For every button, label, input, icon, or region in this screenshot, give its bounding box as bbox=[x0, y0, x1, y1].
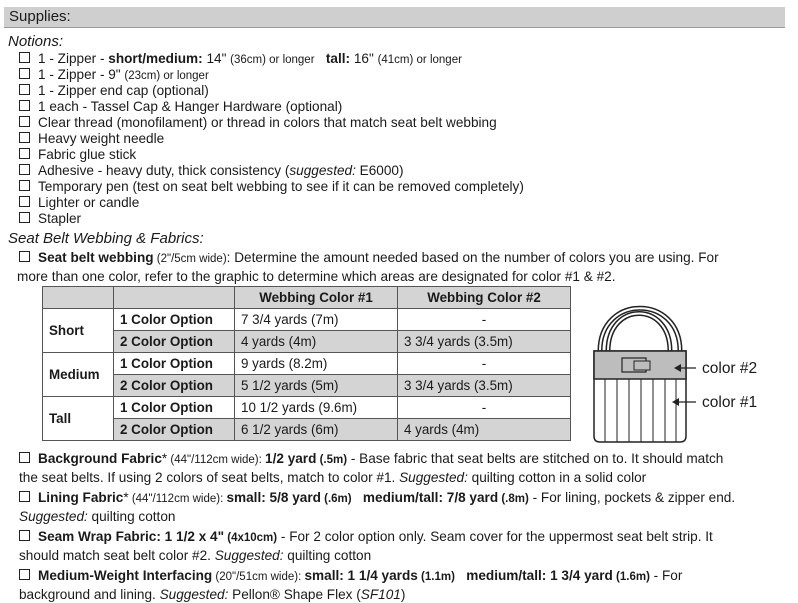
checkbox[interactable] bbox=[19, 164, 30, 175]
text-bold-small: (1.1m) bbox=[417, 571, 455, 583]
text: 16" bbox=[350, 51, 378, 66]
text-italic: Suggested: bbox=[19, 509, 88, 524]
text: Clear thread (monofilament) or thread in colors that match seat belt webbing bbox=[38, 115, 497, 130]
checkbox[interactable] bbox=[19, 212, 30, 223]
text-bold-small: (.6m) bbox=[320, 493, 352, 505]
table-row bbox=[43, 419, 571, 441]
text: * bbox=[161, 451, 168, 466]
value-cell: 10 1/2 yards (9.6m) bbox=[235, 397, 398, 419]
table-header: Webbing Color #2 bbox=[398, 287, 571, 309]
text: background and lining. bbox=[19, 587, 160, 602]
text-bold: 1/2 yard bbox=[265, 451, 317, 466]
checkbox[interactable] bbox=[19, 251, 30, 262]
notions-title: Notions: bbox=[8, 33, 64, 50]
webbing-intro bbox=[19, 249, 789, 285]
notion-item bbox=[19, 163, 404, 179]
text: 14" bbox=[202, 51, 231, 66]
text-bold: Medium-Weight Interfacing bbox=[38, 568, 213, 583]
value-cell: - bbox=[398, 309, 571, 331]
size-cell: Medium bbox=[43, 353, 114, 397]
text-italic: Suggested: bbox=[159, 587, 229, 602]
color2-label: color #2 bbox=[702, 360, 758, 377]
notion-item bbox=[19, 67, 209, 84]
text-small: (41cm) or longer bbox=[377, 54, 462, 66]
text-bold: : 1 1/2 x 4" bbox=[156, 529, 225, 544]
value-cell: 9 yards (8.2m) bbox=[235, 353, 398, 375]
text-bold: medium/tall: 7/8 yard bbox=[351, 490, 499, 505]
webbing-title: Seat Belt Webbing & Fabrics: bbox=[8, 230, 204, 247]
checkbox[interactable] bbox=[19, 52, 30, 63]
option-cell: 1 Color Option bbox=[114, 309, 235, 331]
text-italic: suggested: bbox=[289, 163, 356, 178]
value-cell: 5 1/2 yards (5m) bbox=[235, 375, 398, 397]
value-cell: 6 1/2 yards (6m) bbox=[235, 419, 398, 441]
text: : Determine the amount needed based on the number of colors you are using. For bbox=[226, 250, 719, 265]
text: quilting cotton in a solid color bbox=[467, 470, 647, 485]
text-bold: tall: bbox=[325, 51, 351, 66]
text-small: (2"/5cm wide) bbox=[153, 253, 227, 265]
text-bold-small: (.5m) bbox=[316, 454, 348, 466]
text: 1 - Zipper - 9" bbox=[38, 67, 125, 82]
spacer bbox=[315, 51, 326, 66]
table-header-row bbox=[43, 287, 571, 309]
checkbox[interactable] bbox=[19, 180, 30, 191]
text-small: (44"/112cm wide): bbox=[128, 493, 227, 505]
text: - For lining, pockets & zipper end. bbox=[528, 490, 736, 505]
option-cell: 1 Color Option bbox=[114, 353, 235, 375]
value-cell: 4 yards (4m) bbox=[398, 419, 571, 441]
bag-diagram bbox=[588, 296, 698, 446]
text: ) bbox=[400, 587, 406, 602]
value-cell: 3 3/4 yards (3.5m) bbox=[398, 331, 571, 353]
text: Fabric glue stick bbox=[38, 147, 137, 162]
checkbox[interactable] bbox=[19, 84, 30, 95]
notion-item bbox=[19, 99, 342, 115]
text-bold: small: 1 1/4 yards bbox=[304, 568, 418, 583]
notion-item bbox=[19, 131, 164, 147]
option-cell: 2 Color Option bbox=[114, 375, 235, 397]
checkbox[interactable] bbox=[19, 196, 30, 207]
text-small: (23cm) or longer bbox=[124, 70, 209, 82]
table-row bbox=[43, 331, 571, 353]
text-bold: short/medium: bbox=[108, 51, 203, 66]
webbing-table bbox=[42, 286, 571, 441]
notion-item bbox=[19, 83, 209, 99]
text: Adhesive - heavy duty, thick consistency ( bbox=[38, 163, 290, 178]
text: * bbox=[123, 490, 129, 505]
text: - For bbox=[649, 568, 683, 583]
text-bold-small: (1.6m) bbox=[612, 571, 650, 583]
option-cell: 2 Color Option bbox=[114, 419, 235, 441]
size-cell: Short bbox=[43, 309, 114, 353]
text-small: (20"/51cm wide): bbox=[212, 571, 305, 583]
value-cell: 4 yards (4m) bbox=[235, 331, 398, 353]
checkbox[interactable] bbox=[19, 530, 30, 541]
supplies-title: Supplies: bbox=[9, 8, 71, 25]
text-bold-small: (.8m) bbox=[498, 493, 529, 505]
table-header: Webbing Color #1 bbox=[235, 287, 398, 309]
notion-item bbox=[19, 147, 136, 163]
fabric-item bbox=[19, 450, 789, 486]
table-row bbox=[43, 375, 571, 397]
text: quilting cotton bbox=[283, 548, 372, 563]
text-bold: medium/tall: 1 3/4 yard bbox=[454, 568, 613, 583]
value-cell: - bbox=[398, 353, 571, 375]
text-bold: Seat belt webbing bbox=[38, 250, 154, 265]
text: E6000) bbox=[355, 163, 404, 178]
text: should match seat belt color #2. bbox=[19, 548, 215, 563]
checkbox[interactable] bbox=[19, 452, 30, 463]
notion-item bbox=[19, 195, 139, 211]
table-row bbox=[43, 397, 571, 419]
notion-item bbox=[19, 179, 524, 195]
text-italic: Suggested: bbox=[399, 470, 468, 485]
checkbox[interactable] bbox=[19, 116, 30, 127]
text: quilting cotton bbox=[87, 509, 176, 524]
notion-item bbox=[19, 51, 462, 68]
notion-item bbox=[19, 211, 81, 227]
notion-item bbox=[19, 115, 497, 131]
text: 1 - Zipper end cap (optional) bbox=[38, 83, 209, 98]
value-cell: - bbox=[398, 397, 571, 419]
checkbox[interactable] bbox=[19, 132, 30, 143]
checkbox[interactable] bbox=[19, 148, 30, 159]
text-bold: small: 5/8 yard bbox=[226, 490, 321, 505]
fabric-item bbox=[19, 567, 789, 603]
text: 1 each - Tassel Cap & Hanger Hardware (optional) bbox=[38, 99, 343, 114]
size-cell: Tall bbox=[43, 397, 114, 441]
text: - For 2 color option only. Seam cover for the uppermost seat belt strip. It bbox=[277, 529, 713, 544]
fabric-item bbox=[19, 489, 789, 525]
text: - Base fabric that seat belts are stitched on to. It should match bbox=[347, 451, 724, 466]
text: Temporary pen (test on seat belt webbing to see if it can be removed completely) bbox=[38, 179, 524, 194]
option-cell: 1 Color Option bbox=[114, 397, 235, 419]
text: Stapler bbox=[38, 211, 82, 226]
text-bold: Lining Fabric bbox=[38, 490, 124, 505]
value-cell: 3 3/4 yards (3.5m) bbox=[398, 375, 571, 397]
text: 1 - Zipper - bbox=[38, 51, 109, 66]
text: Lighter or candle bbox=[38, 195, 140, 210]
checkbox[interactable] bbox=[19, 100, 30, 111]
checkbox[interactable] bbox=[19, 491, 30, 502]
text: more than one color, refer to the graphic to determine which areas are designated for color #1 & #2. bbox=[17, 269, 616, 284]
checkbox[interactable] bbox=[19, 68, 30, 79]
table-corner bbox=[114, 287, 235, 309]
text-italic: SF101 bbox=[360, 587, 401, 602]
text-small: (44"/112cm wide): bbox=[167, 454, 266, 466]
text-italic: Suggested: bbox=[214, 548, 284, 563]
supplies-header bbox=[4, 7, 785, 28]
text-bold-small: (4x10cm) bbox=[224, 532, 278, 544]
checkbox[interactable] bbox=[19, 569, 30, 580]
text-bold: Seam Wrap Fabric bbox=[38, 529, 157, 544]
table-corner bbox=[43, 287, 114, 309]
value-cell: 7 3/4 yards (7m) bbox=[235, 309, 398, 331]
option-cell: 2 Color Option bbox=[114, 331, 235, 353]
color1-label: color #1 bbox=[702, 394, 758, 411]
text-small: (36cm) or longer bbox=[230, 54, 315, 66]
text: Pellon® Shape Flex ( bbox=[228, 587, 361, 602]
text: the seat belts. If using 2 colors of seat belts, match to color #1. bbox=[19, 470, 400, 485]
fabric-item bbox=[19, 528, 789, 564]
text: Heavy weight needle bbox=[38, 131, 165, 146]
table-row bbox=[43, 309, 571, 331]
table-row bbox=[43, 353, 571, 375]
text-bold: Background Fabric bbox=[38, 451, 162, 466]
